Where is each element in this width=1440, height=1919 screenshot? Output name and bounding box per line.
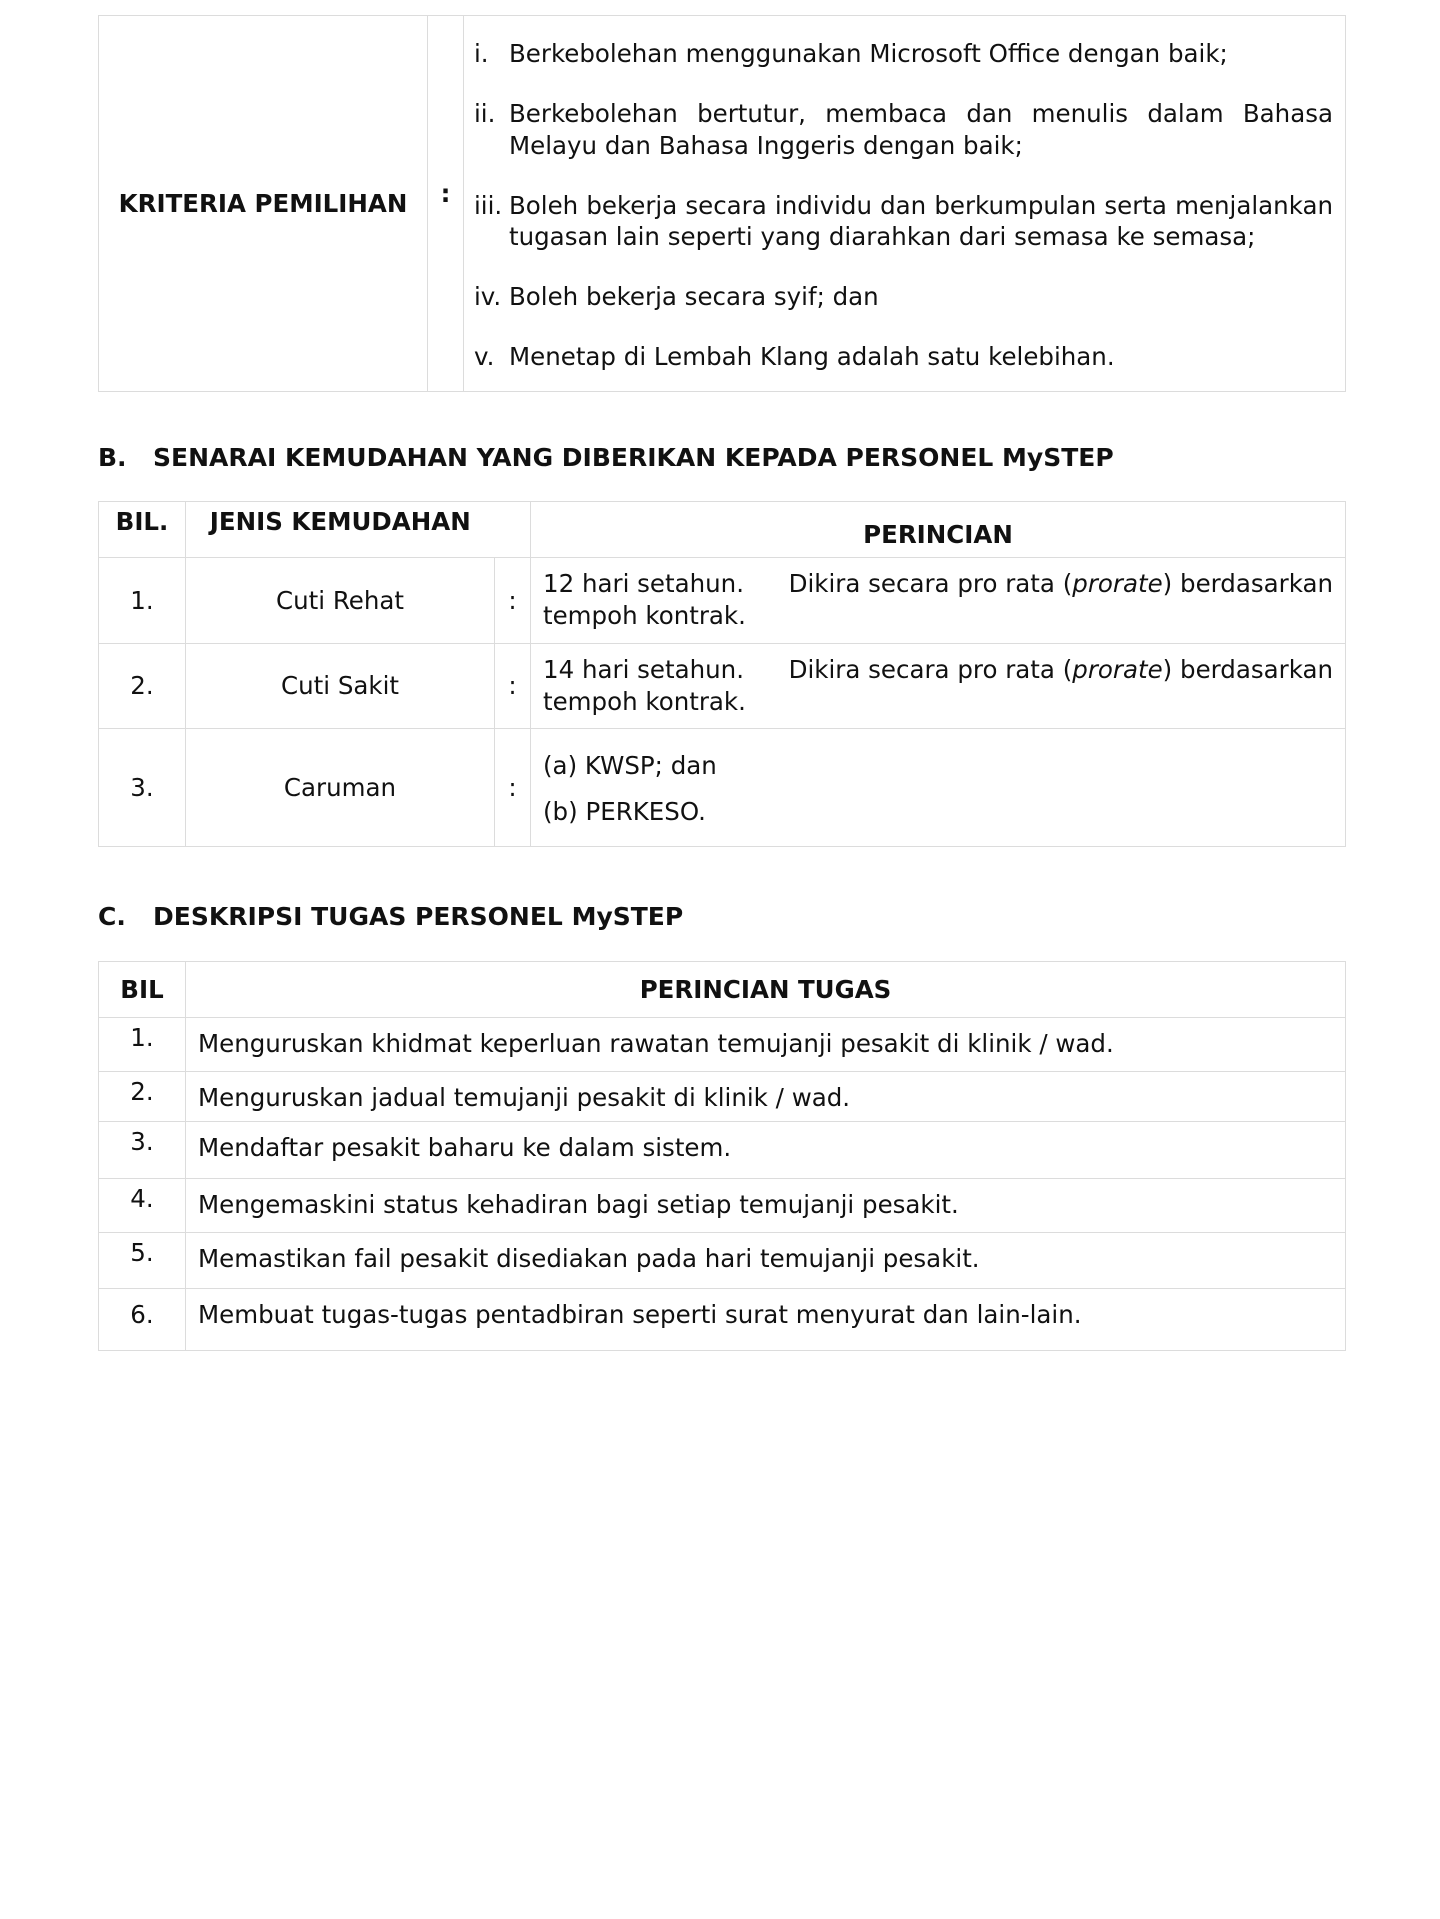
table-header-row (99, 502, 1346, 558)
criteria-item: iv. Boleh bekerja secara syif; dan (474, 282, 879, 312)
criteria-item: ii. Berkebolehan bertutur, membaca dan menulis dalam Bahasa Melayu dan Bahasa Inggeris dengan baik; (474, 98, 1333, 160)
column-header-jenis: JENIS KEMUDAHAN (186, 502, 495, 558)
table-row: 1. Menguruskan khidmat keperluan rawatan temujanji pesakit di klinik / wad. (99, 1018, 1346, 1072)
criteria-item: v. Menetap di Lembah Klang adalah satu kelebihan. (474, 342, 1115, 372)
table-row: 6. Membuat tugas-tugas pentadbiran seperti surat menyurat dan lain-lain. (99, 1289, 1346, 1351)
table-row: 3. Caruman : (a) KWSP; dan (b) PERKESO. (99, 729, 1346, 847)
table-header-row (99, 962, 1346, 1018)
criteria-item: iii. Boleh bekerja secara individu dan berkumpulan serta menjalankan tugasan lain seperti yang diarahkan dari semasa ke semasa; (474, 190, 1333, 252)
table-row: 1. Cuti Rehat : 12 hari setahun. Dikira secara pro rata (prorate) berdasarkan tempoh kontrak. (99, 558, 1346, 644)
column-header-bil: BIL. (99, 502, 186, 558)
tasks-table (98, 961, 1346, 1351)
section-b-heading: B. SENARAI KEMUDAHAN YANG DIBERIKAN KEPADA PERSONEL MySTEP (98, 443, 1114, 472)
criteria-list (464, 28, 1345, 379)
column-header-bil: BIL (99, 962, 186, 1018)
section-c-heading: C. DESKRIPSI TUGAS PERSONEL MySTEP (98, 902, 684, 931)
criteria-table (98, 15, 1346, 392)
criteria-item: i. Berkebolehan menggunakan Microsoft Office dengan baik; (474, 39, 1228, 69)
table-row: 4. Mengemaskini status kehadiran bagi setiap temujanji pesakit. (99, 1179, 1346, 1233)
criteria-label: KRITERIA PEMILIHAN (99, 16, 428, 392)
table-row: 3. Mendaftar pesakit baharu ke dalam sistem. (99, 1122, 1346, 1179)
facilities-table (98, 501, 1346, 847)
column-header-perincian: PERINCIAN (531, 502, 1346, 558)
table-row: 5. Memastikan fail pesakit disediakan pada hari temujanji pesakit. (99, 1233, 1346, 1289)
column-header-perincian-tugas: PERINCIAN TUGAS (186, 962, 1346, 1018)
table-row: 2. Cuti Sakit : 14 hari setahun. Dikira secara pro rata (prorate) berdasarkan tempoh kontrak. (99, 644, 1346, 729)
criteria-colon: : (440, 178, 451, 208)
table-row: 2. Menguruskan jadual temujanji pesakit di klinik / wad. (99, 1072, 1346, 1122)
